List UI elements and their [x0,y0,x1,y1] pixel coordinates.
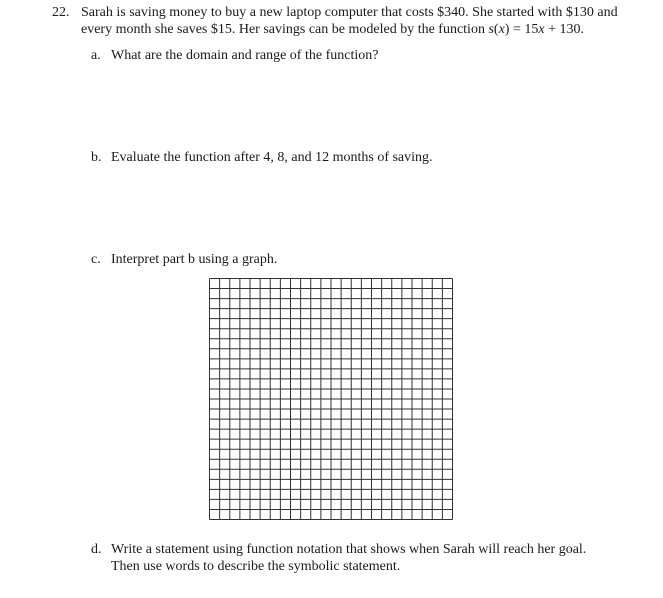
function-rhs-suffix: + 130. [544,22,584,37]
stem-line-1: Sarah is saving money to buy a new laptop computer that costs $340. She started with $130 and [81,5,618,20]
part-d-text-line-1: Write a statement using function notation that shows when Sarah will reach her goal. [111,542,587,557]
function-name: s [488,22,494,37]
part-c-letter: c. [91,252,101,267]
part-d-letter: d. [91,542,102,557]
stem-line-2: every month she saves $15. Her savings can be modeled by the function s(x) = 15x + 130. [81,22,584,37]
part-c [91,251,631,268]
part-a-letter: a. [91,48,101,63]
part-a-text: What are the domain and range of the function? [111,48,379,63]
part-b-text: Evaluate the function after 4, 8, and 12 months of saving. [111,150,433,165]
problem-number: 22. [52,5,70,20]
stem-line-2-text: every month she saves $15. Her savings can be modeled by the function [81,22,489,37]
graph-grid-svg [209,278,453,520]
graph-grid [209,278,453,520]
part-a [91,47,631,64]
part-d-text-line-2: Then use words to describe the symbolic statement. [111,559,401,574]
part-d-text [111,541,631,575]
part-b [91,149,631,166]
problem-stem [81,4,651,38]
function-rhs-variable: x [538,22,545,37]
part-d [91,541,631,575]
function-variable: x [498,22,505,37]
part-b-letter: b. [91,150,102,165]
part-c-text: Interpret part b using a graph. [111,252,278,267]
function-rhs-prefix: ) = 15 [504,22,539,37]
